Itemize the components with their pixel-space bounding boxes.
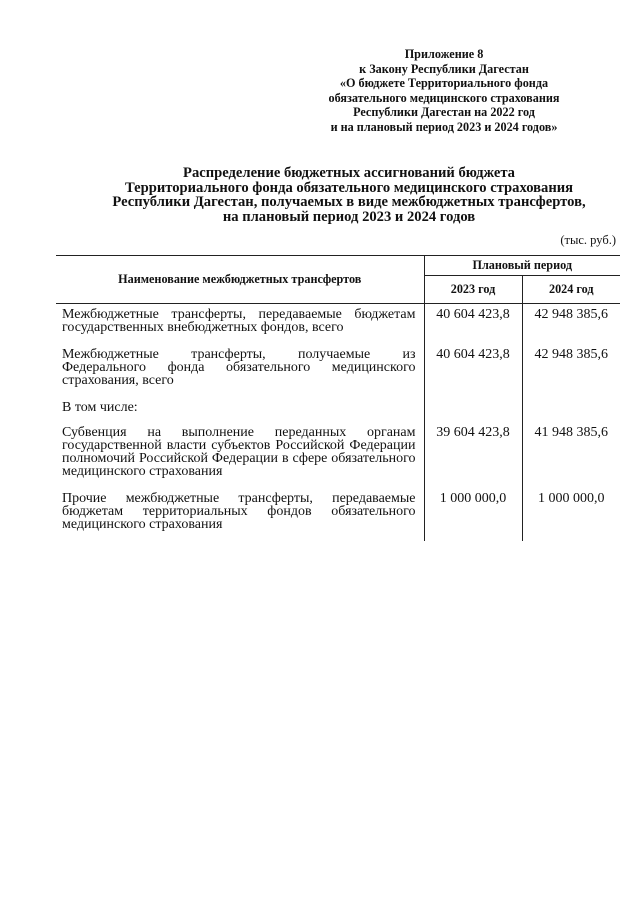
- row-value-2024: 42 948 385,6: [534, 307, 608, 322]
- row-value-2024: 41 948 385,6: [534, 425, 608, 440]
- row-value-2024: 42 948 385,6: [534, 347, 608, 362]
- appendix-law-title-line-2: обязательного медицинского страхования: [328, 90, 560, 105]
- row-name: Межбюджетные трансферты, получаемые из Федерального фонда обязательного медицинского страхования, всего: [56, 344, 424, 397]
- column-header-2024: 2024 год: [522, 276, 620, 304]
- row-value-2024: 1 000 000,0: [538, 491, 605, 506]
- appendix-law-title-line-1: «О бюджете Территориального фонда: [339, 76, 549, 91]
- appendix-law-title-line-3: Республики Дагестан на 2022 год: [353, 105, 535, 120]
- column-header-2023: 2023 год: [424, 276, 522, 304]
- table-row: [56, 304, 620, 345]
- row-name: Прочие межбюджетные трансферты, передаваемые бюджетам территориальных фондов обязательного медицинского страхования: [56, 488, 424, 541]
- row-value-2023: 1 000 000,0: [424, 488, 522, 541]
- appendix-law-line: к Закону Республики Дагестан: [359, 61, 529, 76]
- appendix-header: [284, 47, 604, 135]
- column-header-period: Плановый период: [424, 256, 620, 276]
- title-line-3: Республики Дагестан, получаемых в виде межбюджетных трансфертов,: [112, 194, 586, 211]
- transfers-table: [56, 255, 620, 541]
- table-row: [56, 422, 620, 488]
- row-value-2023: 40 604 423,8: [424, 344, 522, 397]
- row-name: Межбюджетные трансферты, передаваемые бюджетам государственных внебюджетных фондов, всего: [56, 304, 424, 345]
- row-name: В том числе:: [56, 397, 424, 422]
- appendix-number: Приложение 8: [404, 47, 484, 61]
- row-value-2023: [424, 397, 522, 422]
- table-row: [56, 397, 620, 422]
- column-header-name: Наименование межбюджетных трансфертов: [56, 256, 424, 304]
- row-name: Субвенция на выполнение переданных органам государственной власти субъектов Российской Федерации полномочий Российской Федерации в сфере обязательного медицинского страхования: [56, 422, 424, 488]
- row-value-2023: 39 604 423,8: [424, 422, 522, 488]
- row-value-2023: 40 604 423,8: [424, 304, 522, 345]
- table-row: [56, 344, 620, 397]
- title-line-2: Территориального фонда обязательного медицинского страхования: [124, 179, 574, 196]
- document-title: [60, 166, 632, 224]
- row-value-2024: [522, 397, 620, 422]
- title-line-4: на плановый период 2023 и 2024 годов: [222, 208, 476, 225]
- table-row: [56, 488, 620, 541]
- appendix-law-title-line-4: и на плановый период 2023 и 2024 годов»: [330, 119, 558, 134]
- units-label: (тыс. руб.): [560, 233, 616, 247]
- title-line-1: Распределение бюджетных ассигнований бюджета: [183, 165, 515, 181]
